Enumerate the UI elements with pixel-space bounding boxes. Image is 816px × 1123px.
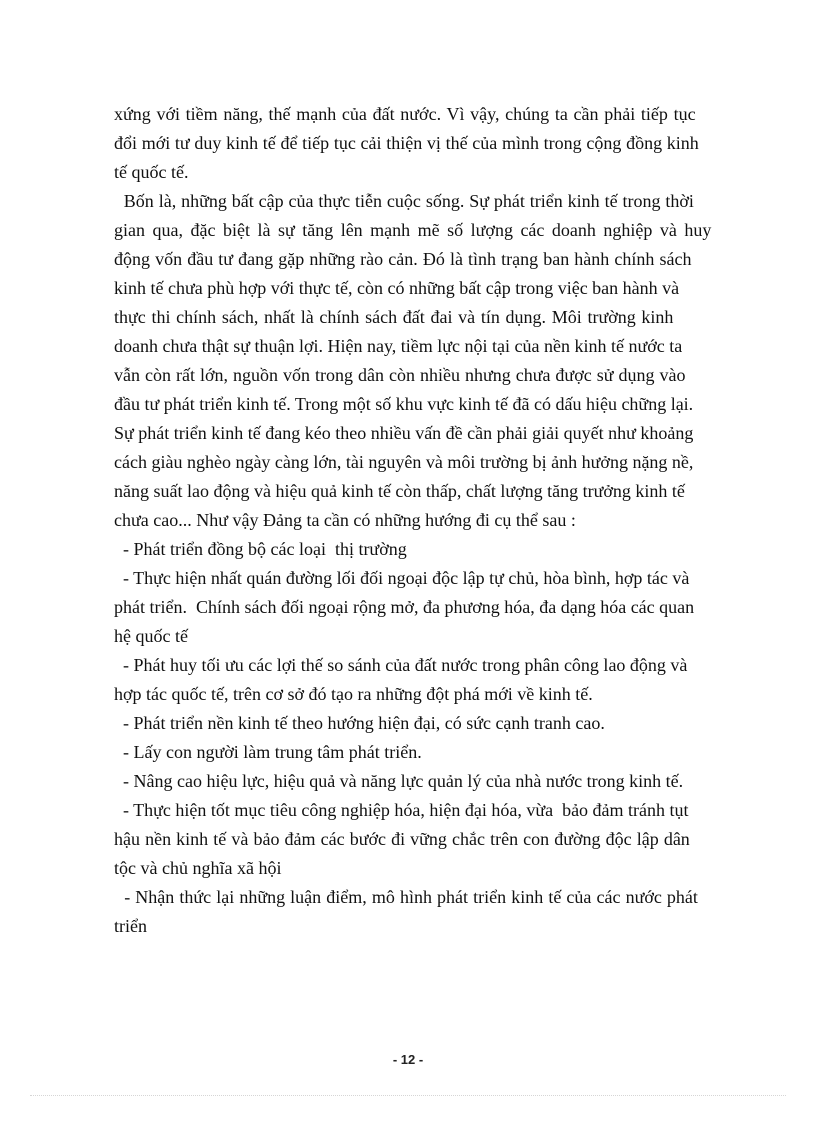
text-line: doanh chưa thật sự thuận lợi. Hiện nay, tiềm lực nội tại của nền kinh tế nước ta <box>114 336 683 356</box>
text-line: tộc và chủ nghĩa xã hội <box>114 858 282 878</box>
text-line: vẫn còn rất lớn, nguồn vốn trong dân còn nhiều nhưng chưa được sử dụng vào <box>114 365 686 385</box>
body-text <box>114 100 714 941</box>
page-bottom-divider <box>30 1095 786 1096</box>
text-line: hợp tác quốc tế, trên cơ sở đó tạo ra những đột phá mới về kinh tế. <box>114 684 593 704</box>
bullet-line: - Phát huy tối ưu các lợi thế so sánh của đất nước trong phân công lao động và <box>114 655 688 675</box>
text-line: hệ quốc tế <box>114 626 188 646</box>
text-line: Sự phát triển kinh tế đang kéo theo nhiều vấn đề cần phải giải quyết như khoảng <box>114 423 694 443</box>
bullet-line: - Thực hiện nhất quán đường lối đối ngoại độc lập tự chủ, hòa bình, hợp tác và <box>114 568 690 588</box>
text-line: hậu nền kinh tế và bảo đảm các bước đi vững chắc trên con đường độc lập dân <box>114 829 690 849</box>
text-line: đổi mới tư duy kinh tế để tiếp tục cải thiện vị thế của mình trong cộng đồng kinh <box>114 133 699 153</box>
text-line: Bốn là, những bất cập của thực tiễn cuộc sống. Sự phát triển kinh tế trong thời <box>114 191 694 211</box>
text-line: đầu tư phát triển kinh tế. Trong một số khu vực kinh tế đã có dấu hiệu chững lại. <box>114 394 694 414</box>
text-line: cách giàu nghèo ngày càng lớn, tài nguyên và môi trường bị ảnh hưởng nặng nề, <box>114 452 694 472</box>
bullet-line: - Nâng cao hiệu lực, hiệu quả và năng lực quản lý của nhà nước trong kinh tế. <box>114 771 684 791</box>
text-line: năng suất lao động và hiệu quả kinh tế còn thấp, chất lượng tăng trưởng kinh tế <box>114 481 685 501</box>
bullet-line: - Phát triển nền kinh tế theo hướng hiện đại, có sức cạnh tranh cao. <box>114 713 605 733</box>
text-line: chưa cao... Như vậy Đảng ta cần có những hướng đi cụ thể sau : <box>114 510 576 530</box>
text-line: xứng với tiềm năng, thế mạnh của đất nước. Vì vậy, chúng ta cần phải tiếp tục <box>114 104 696 124</box>
bullet-line: - Lấy con người làm trung tâm phát triển. <box>114 742 422 762</box>
bullet-line: - Phát triển đồng bộ các loại thị trường <box>114 539 407 559</box>
text-line: phát triển. Chính sách đối ngoại rộng mở, đa phương hóa, đa dạng hóa các quan <box>114 597 695 617</box>
text-line: kinh tế chưa phù hợp với thực tế, còn có những bất cập trong việc ban hành và <box>114 278 680 298</box>
text-line: gian qua, đặc biệt là sự tăng lên mạnh mẽ số lượng các doanh nghiệp và huy <box>114 220 712 240</box>
text-line: tế quốc tế. <box>114 162 189 182</box>
text-line: động vốn đầu tư đang gặp những rào cản. Đó là tình trạng ban hành chính sách <box>114 249 692 269</box>
bullet-line: - Thực hiện tốt mục tiêu công nghiệp hóa, hiện đại hóa, vừa bảo đảm tránh tụt <box>114 800 689 820</box>
text-line: triển <box>114 916 147 936</box>
page-number: - 12 - <box>392 1052 424 1067</box>
text-line: thực thi chính sách, nhất là chính sách đất đai và tín dụng. Môi trường kinh <box>114 307 674 327</box>
bullet-line: - Nhận thức lại những luận điểm, mô hình phát triển kinh tế của các nước phát <box>114 887 698 907</box>
